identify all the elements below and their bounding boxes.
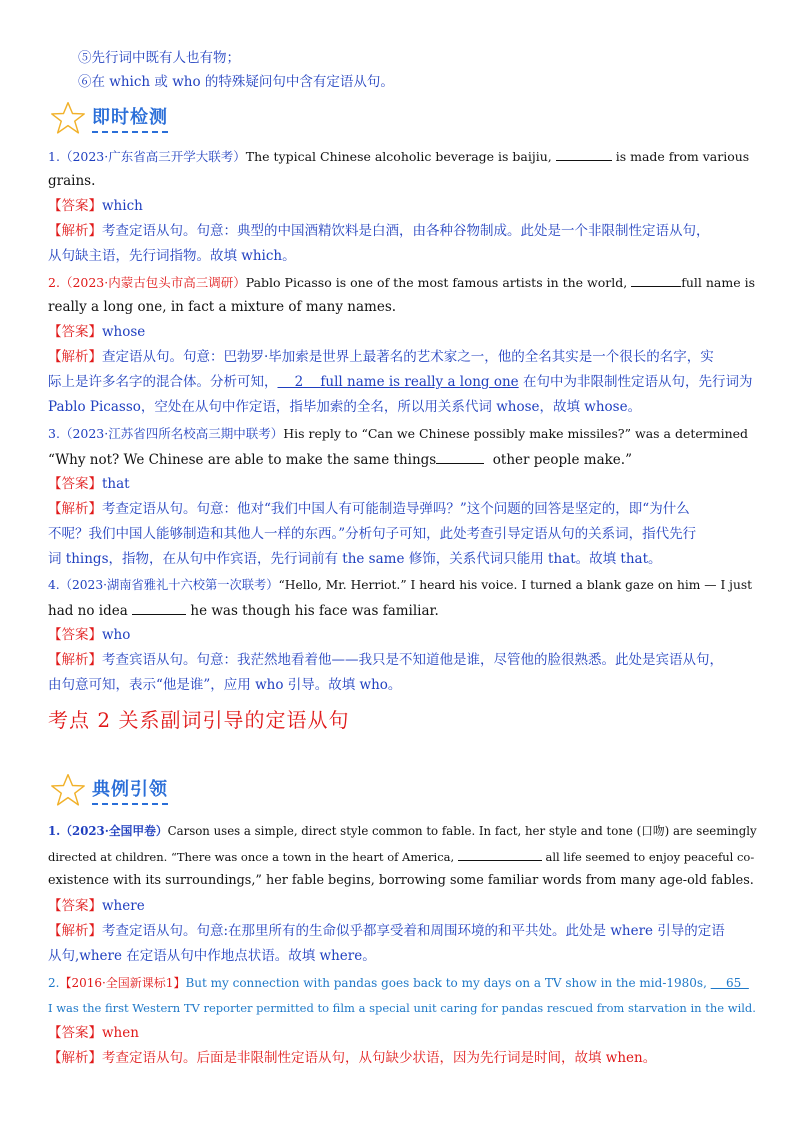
answer-blank-numbered: 65	[710, 976, 749, 990]
question-number: 2.	[48, 275, 60, 290]
question-3-analysis-2: 不呢？我们中国人能够制造和其他人一样的东西。”分析句子可知，此处考查引导定语从句的关系词，指代先行	[48, 526, 697, 542]
answer-blank	[556, 146, 612, 161]
question-number: 1.	[48, 149, 60, 164]
question-source: （2023·内蒙古包头市高三调研）	[59, 275, 246, 290]
star-icon	[50, 100, 86, 136]
question-3-analysis-1	[48, 499, 760, 519]
question-3-line-1	[48, 424, 760, 444]
topic-heading: 考点 2 关系副词引导的定语从句	[48, 708, 350, 732]
analysis-tag: 【解析】	[48, 349, 102, 365]
question-source: （2023·广东省高三开学大联考）	[59, 149, 246, 164]
question-number: 3.	[48, 426, 60, 441]
answer-value: which	[102, 198, 143, 214]
section-title: 即时检测	[92, 103, 168, 133]
analysis-text: 考查定语从句。句意：典型的中国酒精饮料是白酒，由各种谷物制成。此处是一个非限制性定语从句，	[102, 223, 710, 239]
example-1-analysis-1	[48, 921, 760, 941]
question-4-analysis-2: 由句意可知，表示“他是谁”，应用 who 引导。故填 who。	[48, 677, 402, 693]
answer-tag: 【答案】	[48, 627, 102, 643]
answer-value: who	[102, 627, 131, 643]
analysis-text: 考查定语从句。后面是非限制性定语从句，从句缺少状语，因为先行词是时间，故填 when。	[102, 1050, 657, 1066]
question-text: “Why not? We Chinese are able to make the same things	[48, 452, 437, 468]
example-2-line-1	[48, 973, 760, 993]
question-1-analysis-2: 从句缺主语，先行词指物。故填 which。	[48, 248, 296, 264]
analysis-tag: 【解析】	[48, 923, 102, 939]
question-1-analysis-1	[48, 221, 760, 241]
question-text: had no idea	[48, 603, 133, 619]
section-title: 典例引领	[92, 775, 168, 805]
answer-tag: 【答案】	[48, 198, 102, 214]
question-text: full name is	[681, 275, 755, 290]
example-1-line-3: existence with its surroundings,” her fable begins, borrowing some familiar words from many age-old fables.	[48, 873, 754, 888]
intro-item-5: ⑤先行词中既有人也有物；	[78, 50, 240, 66]
question-text: is made from various	[611, 149, 750, 164]
question-3-answer	[48, 474, 760, 494]
question-1-line-1	[48, 146, 760, 167]
question-text: His reply to “Can we Chinese possibly make missiles?” was a determined	[283, 426, 749, 441]
question-2-analysis-2	[48, 372, 760, 392]
answer-blank	[436, 449, 484, 464]
analysis-tag: 【解析】	[48, 1050, 102, 1066]
question-3-line-2	[48, 449, 760, 470]
question-source: （2023·江苏省四所名校高三期中联考）	[59, 426, 284, 441]
answer-blank	[458, 846, 542, 861]
question-4-line-1	[48, 575, 760, 595]
question-2-analysis-3: Pablo Picasso，空处在从句中作定语，指毕加索的全名，所以用关系代词 whose，故填 whose。	[48, 399, 642, 415]
question-4-answer	[48, 625, 760, 645]
question-text: directed at children. “There was once a town in the heart of America,	[48, 850, 458, 864]
analysis-tag: 【解析】	[48, 223, 102, 239]
analysis-text: 考查定语从句。句意:在那里所有的生命似乎都享受着和周围环境的和平共处。此处是 where 引导的定语	[102, 923, 725, 939]
section-heading-examples	[50, 772, 168, 808]
answer-value: when	[102, 1025, 139, 1041]
example-1-analysis-2: 从句,where 在定语从句中作地点状语。故填 where。	[48, 948, 376, 964]
answer-tag: 【答案】	[48, 1025, 102, 1041]
analysis-text: 查定语从句。句意：巴勃罗·毕加索是世界上最著名的艺术家之一，他的全名其实是一个很长的名字，实	[102, 349, 714, 365]
answer-tag: 【答案】	[48, 324, 102, 340]
question-number: 1.	[48, 824, 61, 838]
answer-blank	[132, 600, 186, 615]
question-source: （2023·湖南省雅礼十六校第一次联考）	[59, 578, 279, 592]
example-2-analysis-1	[48, 1048, 760, 1068]
star-icon	[50, 772, 86, 808]
question-text: Pablo Picasso is one of the most famous artists in the world,	[245, 275, 632, 290]
question-3-analysis-3: 词 things，指物，在从句中作宾语，先行词前有 the same 修饰，关系代词只能用 that。故填 that。	[48, 551, 662, 567]
example-2-answer	[48, 1023, 760, 1043]
question-text: all life seemed to enjoy peaceful co-	[541, 850, 755, 864]
answer-tag: 【答案】	[48, 898, 102, 914]
question-2-line-1	[48, 272, 760, 293]
question-number: 4.	[48, 578, 60, 592]
example-1-line-2	[48, 846, 760, 867]
question-source: 【2016·全国新课标1】	[59, 976, 186, 990]
answer-value: that	[102, 476, 130, 492]
answer-blank	[631, 272, 681, 287]
answer-tag: 【答案】	[48, 476, 102, 492]
question-text: But my connection with pandas goes back to my days on a TV show in the mid-1980s,	[185, 976, 711, 990]
analysis-text: 际上是许多名字的混合体。分析可知，	[48, 374, 278, 390]
example-1-line-1	[48, 821, 760, 841]
question-1-line-2: grains.	[48, 173, 96, 189]
question-text: Carson uses a simple, direct style common to fable. In fact, her style and tone (口吻) are seemingly	[167, 824, 757, 838]
analysis-text: 在句中为非限制性定语从句，先行词为	[518, 374, 753, 390]
analysis-text: 考查定语从句。句意：他对“我们中国人有可能制造导弹吗？”这个问题的回答是坚定的，即“为什么	[102, 501, 690, 517]
question-1-answer	[48, 196, 760, 216]
analysis-tag: 【解析】	[48, 501, 102, 517]
question-source: （2023·全国甲卷）	[60, 824, 168, 838]
analysis-tag: 【解析】	[48, 652, 102, 668]
section-heading-quick-check	[50, 100, 168, 136]
question-2-line-2: really a long one, in fact a mixture of many names.	[48, 299, 397, 315]
analysis-text: 考查宾语从句。句意：我茫然地看着他——我只是不知道他是谁，尽管他的脸很熟悉。此处是宾语从句，	[102, 652, 723, 668]
question-text: The typical Chinese alcoholic beverage is baijiu,	[245, 149, 556, 164]
answer-value: where	[102, 898, 145, 914]
answer-value: whose	[102, 324, 146, 340]
question-text: he was though his face was familiar.	[186, 603, 439, 619]
question-text: other people make.”	[484, 452, 632, 468]
question-2-analysis-1	[48, 347, 760, 367]
example-2-line-2: I was the first Western TV reporter permitted to film a special unit caring for pandas rescued from starvation in the wild.	[48, 1001, 756, 1015]
question-number: 2.	[48, 976, 60, 990]
question-2-answer	[48, 322, 760, 342]
intro-item-6: ⑥在 which 或 who 的特殊疑问句中含有定语从句。	[78, 74, 394, 90]
question-4-line-2	[48, 600, 760, 621]
question-4-analysis-1	[48, 650, 760, 670]
question-text: “Hello, Mr. Herriot.” I heard his voice. I turned a blank gaze on him — I just	[278, 578, 753, 592]
example-1-answer	[48, 896, 760, 916]
analysis-underlined-text: 2 full name is really a long one	[277, 374, 519, 390]
